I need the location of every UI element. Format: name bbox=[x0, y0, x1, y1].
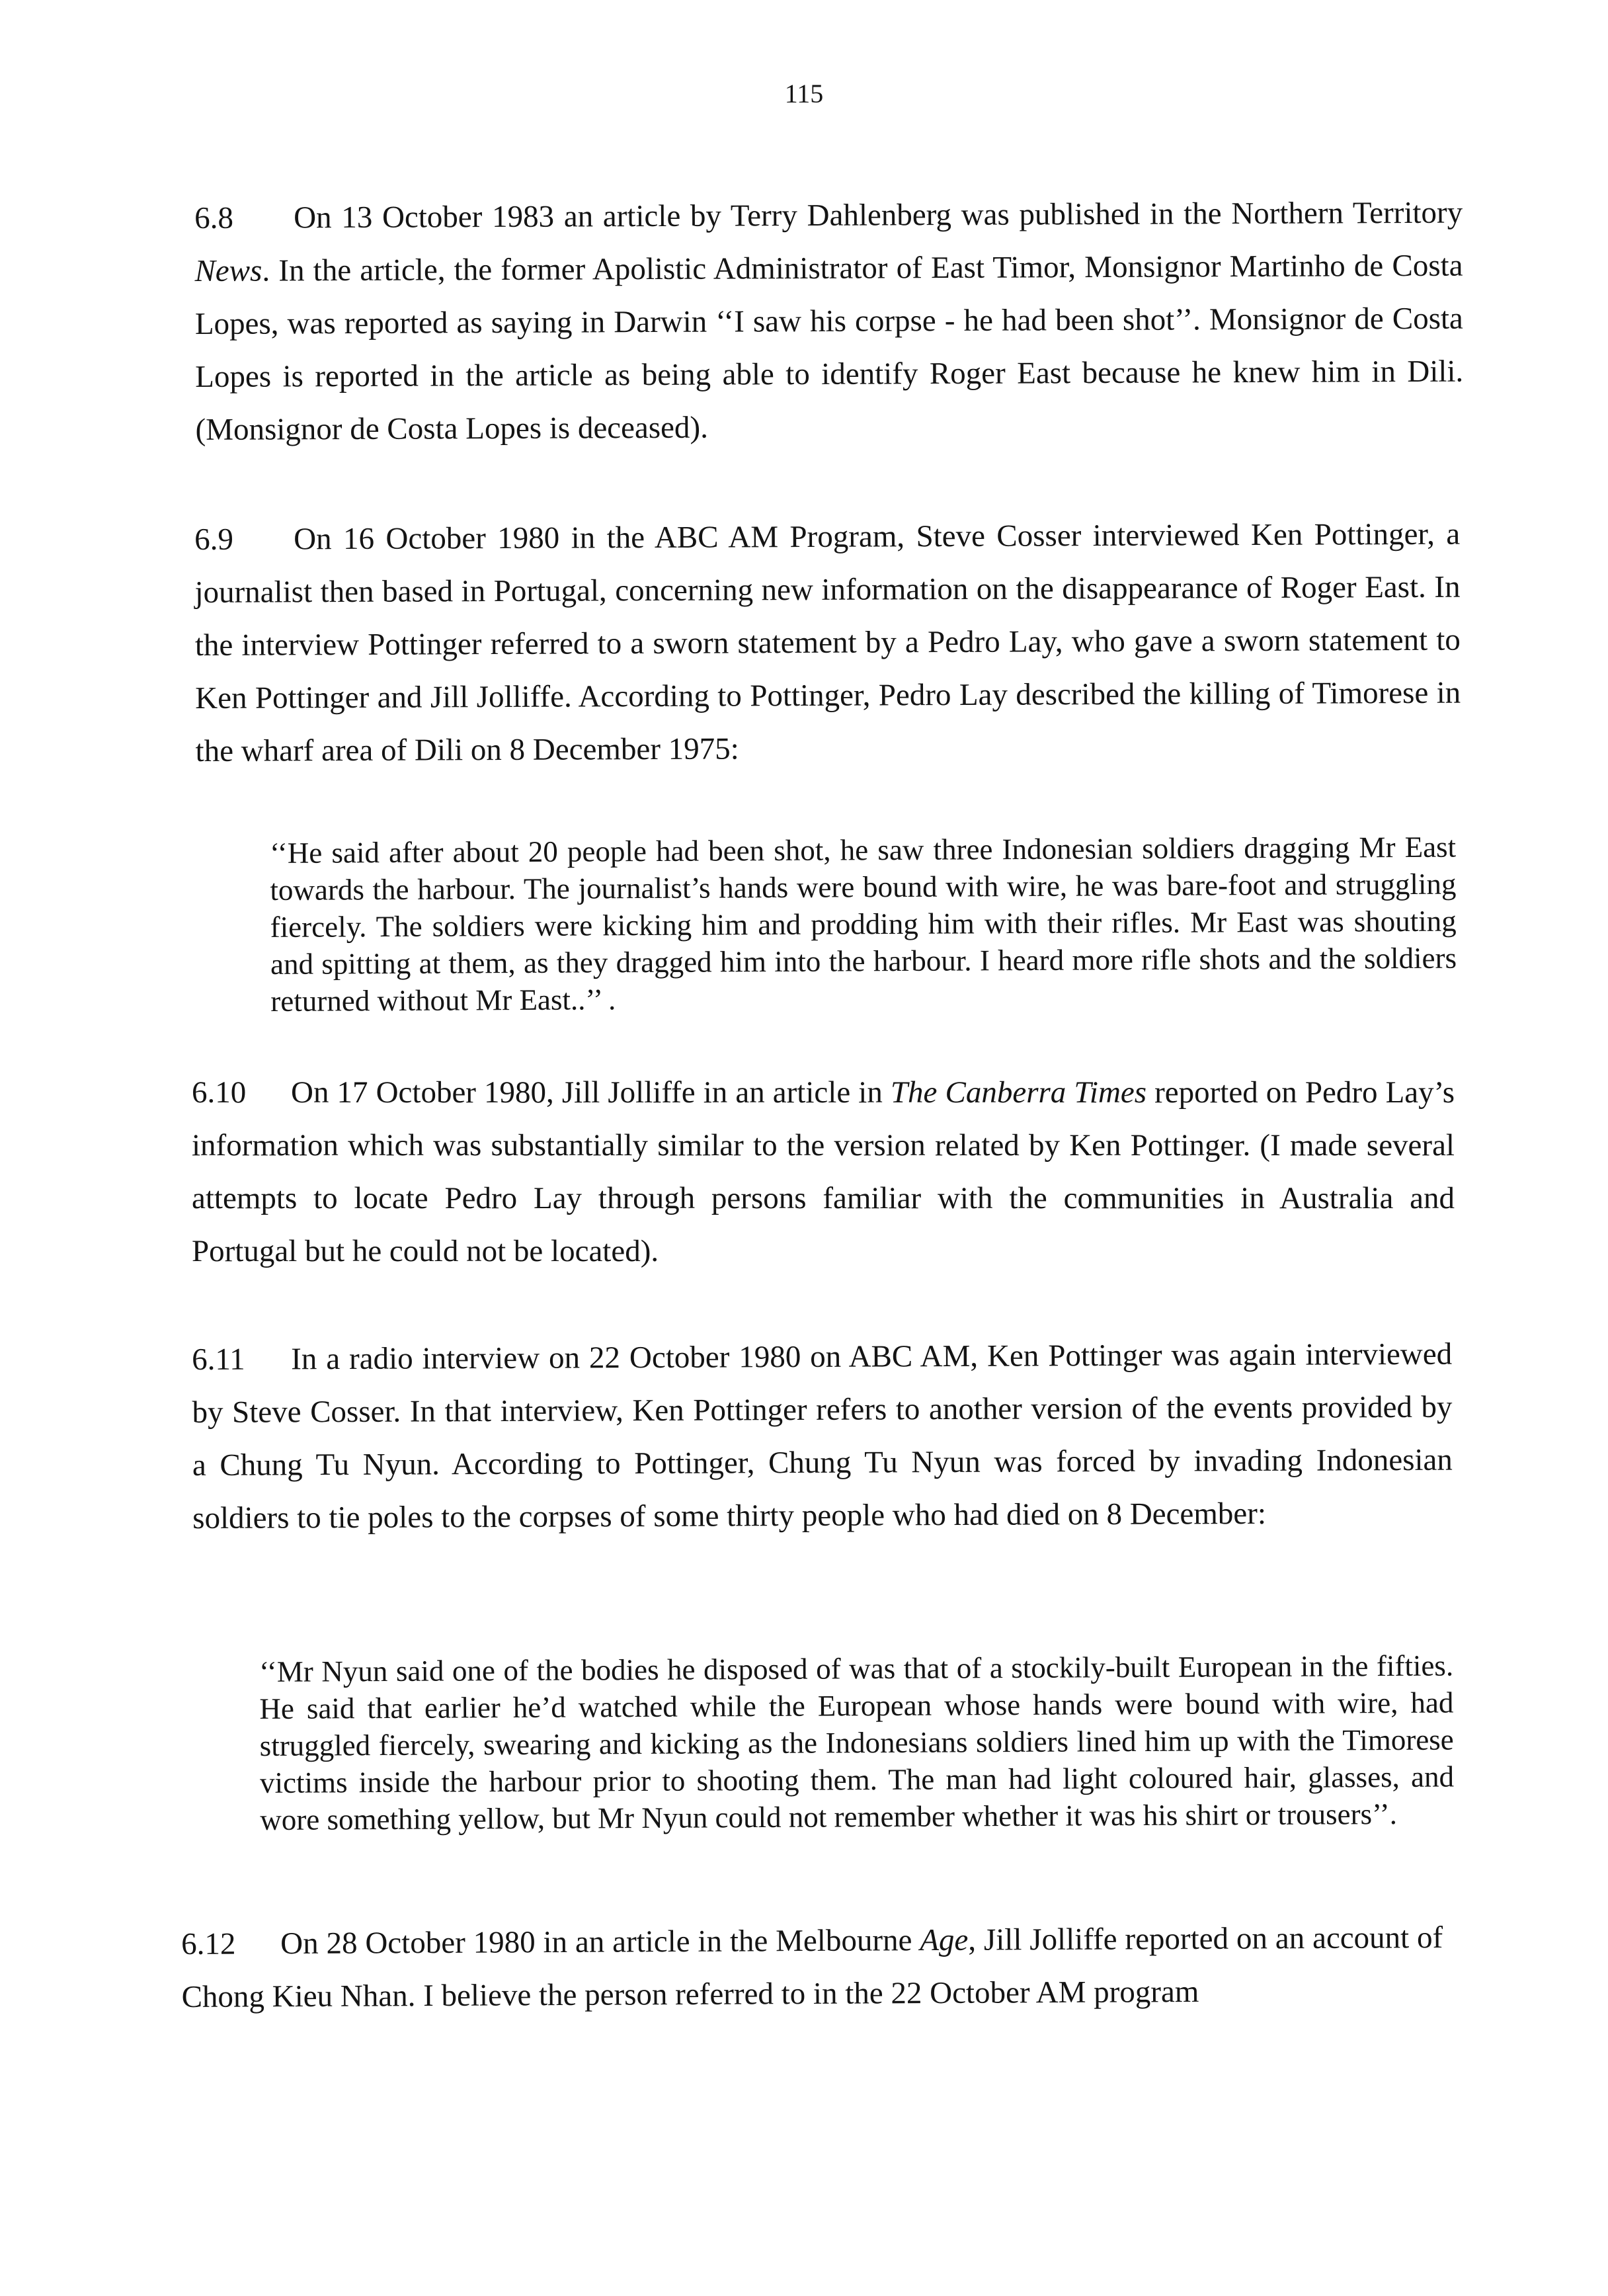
paragraph-text: reported on Pedro Lay’s information which was substantially similar to the version related by Ken Pottinger. (I made several attempts to locate Pedro Lay through persons familiar with the communities in Australia and Portugal but he could not be located). bbox=[192, 1075, 1455, 1268]
paragraph-6-9 bbox=[194, 508, 1461, 778]
publication-title: Age bbox=[920, 1922, 969, 1958]
paragraph-number: 6.9 bbox=[194, 522, 234, 557]
paragraph-6-8 bbox=[194, 186, 1464, 456]
publication-title: News bbox=[194, 253, 262, 288]
paragraph-text: . In the article, the former Apolistic Administrator of East Timor, Monsignor Martinho de Costa Lopes, was reported as saying in Darwin ‘‘I saw his corpse - he had been shot’’. Monsignor de Costa Lopes is reported in the article as being able to identify Roger East because he knew him in Dili. (Monsignor de Costa Lopes is deceased). bbox=[194, 248, 1464, 447]
paragraph-number: 6.10 bbox=[192, 1075, 247, 1110]
block-quote-mr-nyun: ‘‘Mr Nyun said one of the bodies he disposed of was that of a stockily-built European in the fifties. He said that earlier he’d watched while the European whose hands were bound with wire, had struggled fiercely, swearing and kicking as the Indonesians soldiers lined him up with the Timorese victims inside the harbour prior to shooting them. The man had light coloured hair, glasses, and wore something yellow, but Mr Nyun could not remember whether it was his shirt or trousers’’. bbox=[259, 1649, 1455, 1836]
publication-title: The Canberra Times bbox=[890, 1075, 1147, 1110]
block-quote-pedro-lay: ‘‘He said after about 20 people had been shot, he saw three Indonesian soldiers dragging Mr East towards the harbour. The journalist’s hands were bound with wire, he was bare-foot and struggling fiercely. The soldiers were kicking him and prodding him with their rifles. Mr East was shouting and spitting at them, as they dragged him into the harbour. I heard more rifle shots and the soldiers returned without Mr East..’’ . bbox=[270, 830, 1457, 1018]
paragraph-text: On 16 October 1980 in the ABC AM Program, Steve Cosser interviewed Ken Pottinger, a journalist then based in Portugal, concerning new information on the disappearance of Roger East. In the interview Pottinger referred to a sworn statement by a Pedro Lay, who gave a sworn statement to Ken Pottinger and Jill Jolliffe. According to Pottinger, Pedro Lay described the killing of Timorese in the wharf area of Dili on 8 December 1975: bbox=[194, 516, 1461, 768]
paragraph-number: 6.11 bbox=[192, 1342, 245, 1377]
paragraph-text: In a radio interview on 22 October 1980 on ABC AM, Ken Pottinger was again interviewed by Steve Cosser. In that interview, Ken Pottinger refers to another version of the events provided by a Chung Tu Nyun. According to Pottinger, Chung Tu Nyun was forced by invading Indonesian soldiers to tie poles to the corpses of some thirty people who had died on 8 December: bbox=[192, 1336, 1453, 1536]
paragraph-text: On 17 October 1980, Jill Jolliffe in an article in bbox=[291, 1075, 891, 1110]
paragraph-number: 6.12 bbox=[181, 1926, 236, 1961]
paragraph-6-12 bbox=[181, 1911, 1443, 2024]
paragraph-text: On 13 October 1983 an article by Terry Dahlenberg was published in the Northern Territory bbox=[294, 195, 1463, 235]
paragraph-text: , Jill Jolliffe reported on an account of Chong Kieu Nhan. I believe the person referred to in the 22 October AM program bbox=[181, 1920, 1443, 2014]
page-number: 115 bbox=[784, 79, 824, 108]
paragraph-6-10 bbox=[192, 1066, 1455, 1278]
paragraph-text: On 28 October 1980 in an article in the Melbourne bbox=[280, 1923, 920, 1961]
paragraph-6-11 bbox=[192, 1328, 1453, 1545]
paragraph-number: 6.8 bbox=[194, 200, 234, 235]
